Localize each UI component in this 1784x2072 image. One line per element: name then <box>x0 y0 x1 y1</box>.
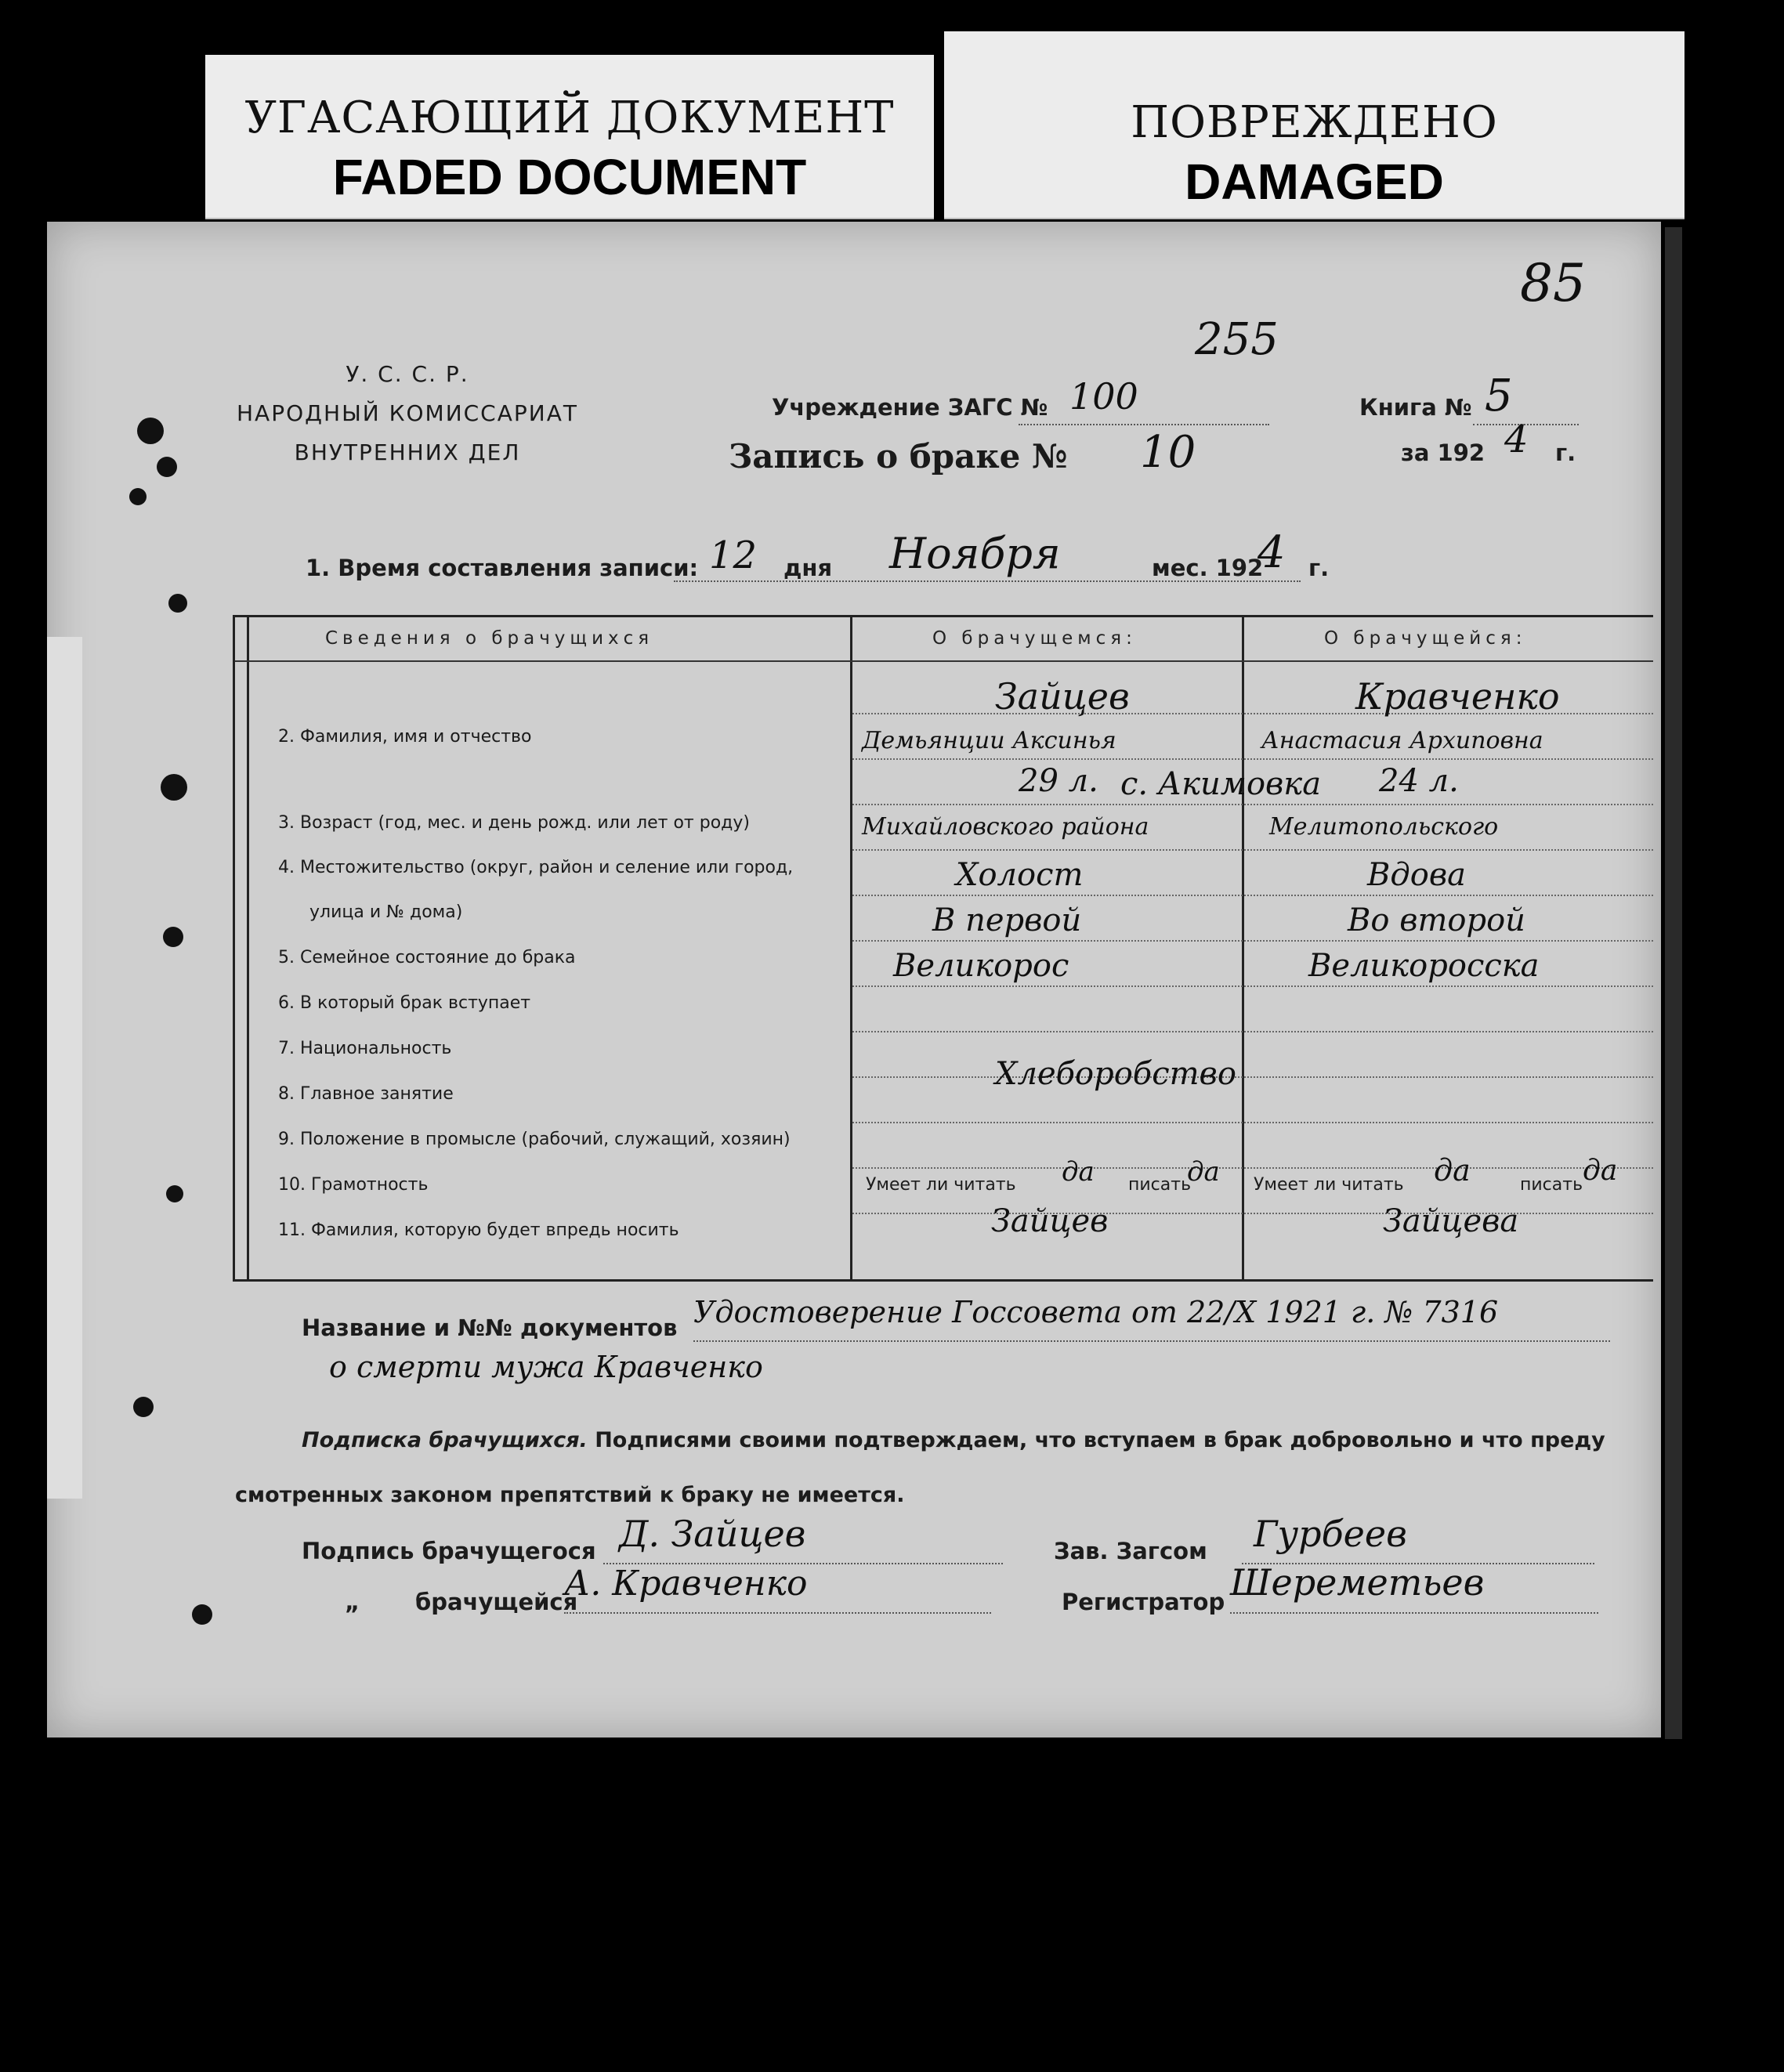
corner-number: 85 <box>1520 253 1586 313</box>
registrar-label: Регистратор <box>1062 1589 1225 1615</box>
row-label-literacy: 10. Грамотность <box>278 1175 429 1195</box>
groom-read-label: Умеет ли читать <box>866 1175 1016 1195</box>
col-info-header: Сведения о брачущихся <box>325 628 654 649</box>
zags-number: 100 <box>1069 375 1138 418</box>
faded-document-card <box>205 55 934 219</box>
row-label-occupation: 8. Главное занятие <box>278 1084 454 1104</box>
zags-line <box>1019 424 1269 425</box>
republic-name: У. С. С. Р. <box>346 361 469 387</box>
pledge-text-1: Подписями своими подтверждаем, что вступаем в брак добровольно и что преду <box>595 1428 1605 1452</box>
row-label-address: улица и № дома) <box>309 902 463 922</box>
bride-write: да <box>1583 1155 1618 1187</box>
damaged-document-card <box>944 31 1684 219</box>
col-bride-header: О брачущейся: <box>1324 628 1527 649</box>
col-groom-header: О брачущемся: <box>932 628 1137 649</box>
binding-hole <box>129 488 147 505</box>
pledge-line1 <box>302 1428 1605 1452</box>
torn-edge <box>47 637 82 1499</box>
groom-signature-label: Подпись брачущегося <box>302 1538 596 1564</box>
groom-read: да <box>1062 1156 1095 1188</box>
year-digit: 4 <box>1504 418 1529 461</box>
row-label-residence: 4. Местожительство (округ, район и селение или город, <box>278 858 794 877</box>
documents-line1-rule <box>693 1340 1610 1342</box>
record-year-suffix: г. <box>1308 555 1330 581</box>
record-day: 12 <box>709 533 758 577</box>
bride-future-surname: Зайцева <box>1383 1203 1519 1239</box>
record-title: Запись о браке № <box>729 437 1068 476</box>
pledge-text-2: смотренных законом препятствий к браку не имеется. <box>235 1483 905 1507</box>
row-label-marital: 5. Семейное состояние до брака <box>278 948 576 967</box>
record-number: 10 <box>1140 427 1196 478</box>
zags-annotation: 255 <box>1195 314 1279 365</box>
groom-write: да <box>1187 1156 1220 1188</box>
record-time-line <box>674 580 1301 582</box>
issuer-block <box>204 355 611 472</box>
bride-read-label: Умеет ли читать <box>1254 1175 1404 1195</box>
groom-signature: Д. Зайцев <box>619 1513 806 1555</box>
book-number: 5 <box>1485 371 1513 421</box>
binding-hole <box>161 774 187 801</box>
head-signature: Гурбеев <box>1254 1513 1407 1555</box>
bride-residence: Мелитопольского <box>1269 813 1499 841</box>
commissariat-line2: ВНУТРЕННИХ ДЕЛ <box>294 439 521 465</box>
bride-signature: А. Кравченко <box>564 1564 808 1604</box>
documents-line1: Удостоверение Госсовета от 22/X 1921 г. № 7316 <box>693 1295 1499 1329</box>
bride-nationality: Великоросска <box>1308 948 1540 984</box>
registrar-signature: Шереметьев <box>1230 1561 1485 1604</box>
row-label-future-surname: 11. Фамилия, которую будет впредь носить <box>278 1220 679 1240</box>
bride-name: Анастасия Архиповна <box>1261 727 1543 754</box>
record-year-digit: 4 <box>1257 527 1286 578</box>
groom-surname: Зайцев <box>995 675 1130 718</box>
groom-future-surname: Зайцев <box>991 1203 1109 1239</box>
row-label-nationality: 7. Национальность <box>278 1039 452 1058</box>
binding-hole <box>137 418 164 444</box>
record-time-label: 1. Время составления записи: <box>306 555 699 581</box>
damaged-label-en: DAMAGED <box>1185 154 1444 210</box>
bride-marriage-no: Во второй <box>1348 902 1525 938</box>
faded-label-ru: УГАСАЮЩИЙ ДОКУМЕНТ <box>244 92 895 143</box>
row-label-age: 3. Возраст (год, мес. и день рожд. или лет от роду) <box>278 813 750 833</box>
table-col-divider <box>1242 617 1244 1279</box>
row-label-position: 9. Положение в промысле (рабочий, служащий, хозяин) <box>278 1130 791 1149</box>
table-col-divider <box>850 617 852 1279</box>
table-inner-border <box>247 617 249 1279</box>
bride-quote: „ <box>345 1589 360 1615</box>
groom-nationality: Великорос <box>893 948 1069 984</box>
binding-hole <box>166 1185 183 1202</box>
spouse-info-table <box>233 615 1653 1282</box>
year-label: за 192 <box>1401 439 1485 466</box>
bride-signature-label: брачущейся <box>415 1589 578 1615</box>
groom-age: 29 л. <box>1019 763 1098 799</box>
groom-name: Демьянции Аксинья <box>862 727 1116 754</box>
row-label-marriage-no: 6. В который брак вступает <box>278 993 531 1013</box>
shared-residence: с. Акимовка <box>1120 766 1322 802</box>
groom-write-label: писать <box>1128 1175 1192 1195</box>
documents-label: Название и №№ документов <box>302 1314 678 1341</box>
bride-write-label: писать <box>1520 1175 1583 1195</box>
binding-hole <box>163 927 183 947</box>
groom-marriage-no: В первой <box>932 902 1082 938</box>
row-label-name: 2. Фамилия, имя и отчество <box>278 727 532 747</box>
pledge-label: Подписка брачущихся. <box>302 1428 588 1452</box>
commissariat-line1: НАРОДНЫЙ КОМИССАРИАТ <box>237 400 578 426</box>
zags-label: Учреждение ЗАГС № <box>772 394 1048 421</box>
binding-hole <box>157 457 177 477</box>
faded-label-en: FADED DOCUMENT <box>332 149 807 205</box>
binding-hole <box>133 1397 154 1417</box>
groom-marital: Холост <box>956 857 1084 893</box>
documents-line2: о смерти мужа Кравченко <box>329 1350 763 1384</box>
binding-hole <box>168 594 187 613</box>
year-suffix: г. <box>1555 439 1576 466</box>
bride-age: 24 л. <box>1379 763 1459 799</box>
bride-surname: Кравченко <box>1355 675 1560 718</box>
bride-read: да <box>1434 1153 1471 1188</box>
marriage-record-sheet <box>47 222 1661 1738</box>
shared-occupation: Хлеборобство <box>995 1056 1236 1092</box>
month-label: мес. 192 <box>1152 555 1264 581</box>
table-header-rule <box>235 660 1653 662</box>
groom-residence: Михайловского района <box>862 813 1149 841</box>
binding-hole <box>192 1604 212 1625</box>
record-month: Ноября <box>889 529 1061 578</box>
day-label: дня <box>783 555 833 581</box>
page-edge <box>1665 227 1682 1739</box>
bride-marital: Вдова <box>1367 857 1466 893</box>
head-signature-label: Зав. Загсом <box>1054 1538 1207 1564</box>
book-label: Книга № <box>1359 394 1472 421</box>
damaged-label-ru: ПОВРЕЖДЕНО <box>1131 97 1498 148</box>
